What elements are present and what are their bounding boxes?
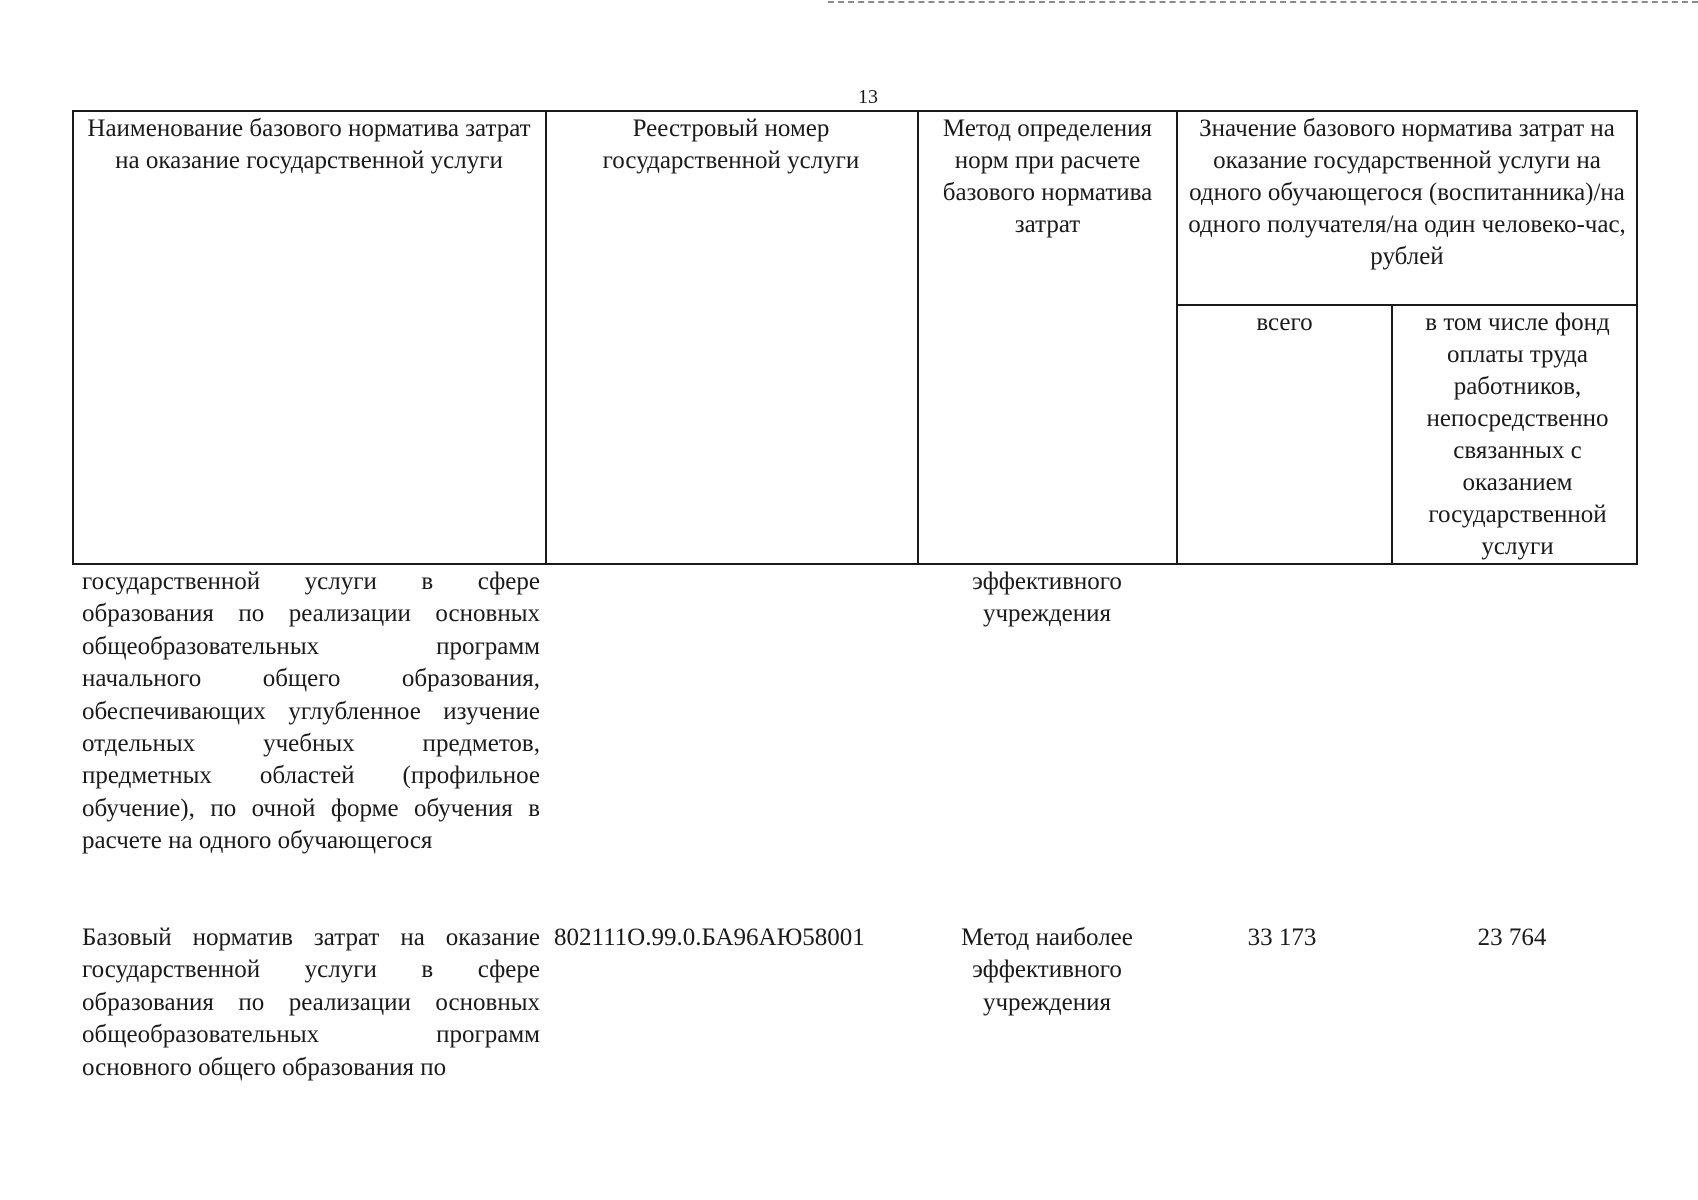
row-2-name: Базовый норматив затрат на оказание государственной услуги в сфере образования по реализации основных общеобразовательных программ основного общего образования по (82, 924, 540, 1081)
row-2-method: Метод наиболее эффективного учреждения (961, 924, 1133, 1016)
row-2-registry: 802111О.99.0.БА96АЮ58001 (554, 924, 865, 951)
header-fund: в том числе фонд оплаты труда работников, непосредственно связанных с оказанием государственной услуги (1425, 309, 1610, 560)
header-registry: Реестровый номер государственной услуги (602, 115, 860, 174)
table-border-top (72, 110, 1638, 112)
header-value: Значение базового норматива затрат на оказание государственной услуги на одного обучающегося (воспитанника)/на одного получателя/на один человеко-час, рублей (1188, 115, 1626, 270)
table-subheader-divider (1176, 304, 1638, 306)
table-divider-1 (545, 110, 547, 565)
header-name: Наименование базового норматива затрат на оказание государственной услуги (87, 115, 531, 174)
row-1-name: государственной услуги в сфере образования по реализации основных общеобразовательных программ начального общего образования, обеспечивающих углубленное изучение отдельных учебных предметов, предметных областей (профильное обучение), по очной форме обучения в расчете на одного обучающегося (82, 568, 540, 855)
table-border-bottom (72, 563, 1638, 565)
table-divider-4 (1391, 306, 1393, 565)
table-border-left (72, 110, 74, 565)
page-number: 13 (858, 86, 878, 108)
row-2-fund: 23 764 (1477, 924, 1547, 951)
header-method: Метод определения норм при расчете базового норматива затрат (942, 115, 1153, 238)
page-edge-dashed-line (828, 1, 1698, 3)
header-total: всего (1256, 309, 1313, 336)
row-2-total: 33 173 (1247, 924, 1317, 951)
row-1-method: эффективного учреждения (972, 568, 1122, 628)
table-border-right (1636, 110, 1638, 565)
